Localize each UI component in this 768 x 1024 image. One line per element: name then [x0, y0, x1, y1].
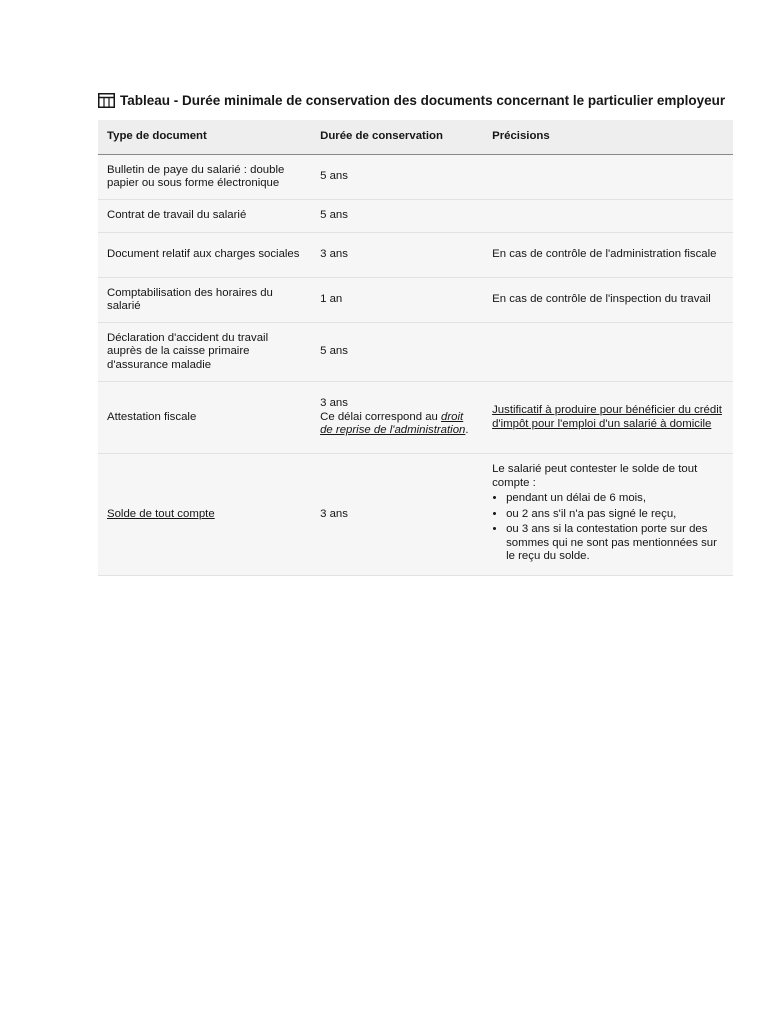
table-row [98, 155, 733, 200]
cell-precisions: En cas de contrôle de l'administration fiscale [483, 233, 733, 278]
precisions-intro: Le salarié peut contester le solde de tout compte : [492, 463, 698, 489]
cell-type: Déclaration d'accident du travail auprès de la caisse primaire d'assurance maladie [98, 323, 311, 382]
cell-precisions [483, 200, 733, 233]
cell-precisions [483, 382, 733, 454]
cell-duree: 5 ans [311, 323, 483, 382]
table-row [98, 200, 733, 233]
table-header-row [98, 120, 733, 155]
duree-note: Ce délai correspond au [320, 410, 438, 423]
cell-duree: 5 ans [311, 200, 483, 233]
table-row [98, 323, 733, 382]
column-header-duree: Durée de conservation [311, 120, 483, 155]
table-row [98, 278, 733, 323]
cell-precisions [483, 155, 733, 200]
column-header-type: Type de document [98, 120, 311, 155]
cell-duree: 1 an [311, 278, 483, 323]
document [98, 89, 733, 576]
table-icon [98, 93, 115, 108]
table-caption [98, 89, 733, 111]
table-row [98, 233, 733, 278]
conservation-table [98, 120, 733, 576]
cell-duree [311, 382, 483, 454]
droit-de-reprise-link[interactable]: droit de reprise de l'administration [320, 410, 466, 437]
table-row [98, 454, 733, 576]
cell-type: Bulletin de paye du salarié : double papier ou sous forme électronique [98, 155, 311, 200]
cell-type: Document relatif aux charges sociales [98, 233, 311, 278]
credit-impot-link[interactable]: Justificatif à produire pour bénéficier du crédit d'impôt pour l'emploi d'un salarié à domicile [492, 404, 722, 430]
cell-duree: 5 ans [311, 155, 483, 200]
list-item: • pendant un délai de 6 mois, [506, 492, 724, 506]
list-item: • ou 2 ans s'il n'a pas signé le reçu, [506, 508, 724, 522]
cell-precisions: En cas de contrôle de l'inspection du travail [483, 278, 733, 323]
column-header-precisions: Précisions [483, 120, 733, 155]
cell-duree: 3 ans [311, 233, 483, 278]
table-caption-text: Tableau - Durée minimale de conservation des documents concernant le particulier employeur [120, 92, 726, 108]
duree-value: 3 ans [320, 397, 348, 410]
cell-type [98, 454, 311, 576]
cell-duree: 3 ans [311, 454, 483, 576]
precisions-list [492, 492, 724, 564]
list-item: • ou 3 ans si la contestation porte sur des sommes qui ne sont pas mentionnées sur le reçu du solde. [506, 523, 724, 564]
cell-precisions [483, 323, 733, 382]
table-row [98, 382, 733, 454]
duree-end: . [465, 424, 469, 437]
cell-type: Contrat de travail du salarié [98, 200, 311, 233]
cell-precisions [483, 454, 733, 576]
cell-type: Attestation fiscale [98, 382, 311, 454]
cell-type: Comptabilisation des horaires du salarié [98, 278, 311, 323]
solde-de-tout-compte-link[interactable]: Solde de tout compte [107, 507, 215, 520]
